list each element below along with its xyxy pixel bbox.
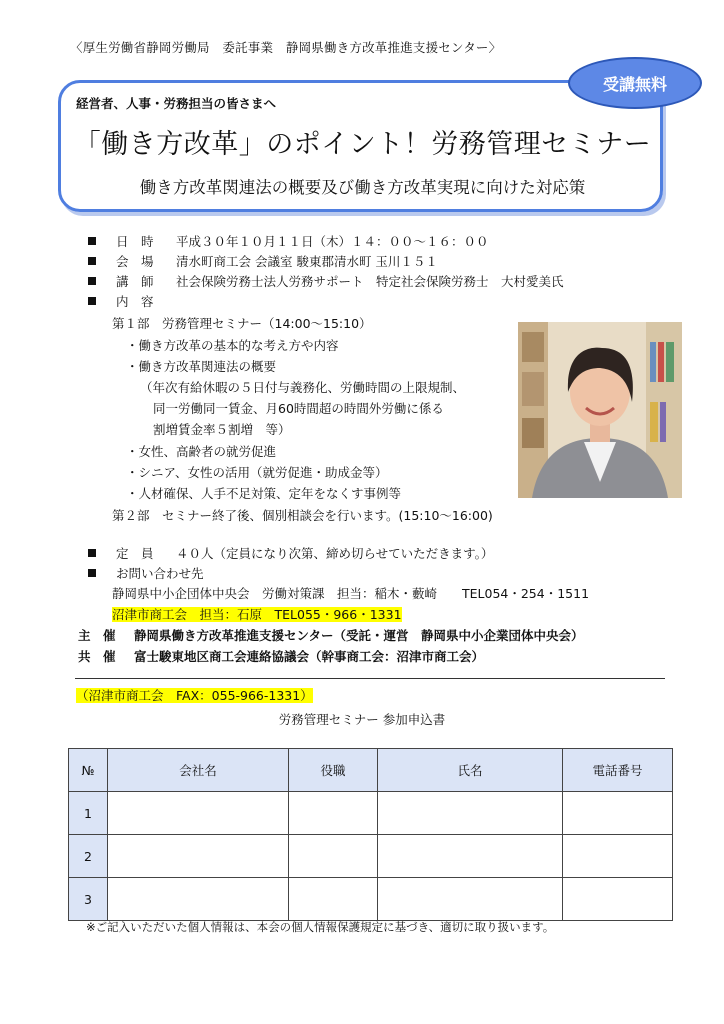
fax-highlight-text: （沼津市商工会 FAX：055-966-1331）: [76, 688, 313, 703]
info-cosponsor: [78, 647, 484, 667]
program-item-detail: 割増賃金率５割増 等）: [153, 422, 291, 437]
row-number: 2: [69, 835, 108, 878]
info-organizer-label: 主 催: [78, 628, 116, 643]
audience-label: 経営者、人事・労務担当の皆さまへ: [76, 96, 277, 111]
program-item: ・女性、高齢者の就労促進: [126, 444, 277, 459]
column-header-position: 役職: [289, 749, 378, 792]
column-header-phone: 電話番号: [563, 749, 673, 792]
page-title: 「働き方改革」のポイント！労務管理セミナー: [73, 129, 652, 160]
info-lecturer: [88, 272, 564, 292]
application-form-table: [68, 748, 673, 921]
table-header-row: [69, 749, 673, 792]
position-cell[interactable]: [289, 878, 378, 921]
info-contact: [88, 564, 204, 584]
company-cell[interactable]: [108, 835, 289, 878]
position-cell[interactable]: [289, 792, 378, 835]
contact-highlight-text: 沼津市商工会 担当：石原 TEL055・966・1331: [112, 607, 402, 622]
free-admission-badge: [568, 57, 702, 109]
table-row: [69, 835, 673, 878]
square-bullet-icon: [88, 297, 96, 305]
info-venue-label: 会 場: [116, 254, 154, 269]
info-date-label: 日 時: [116, 234, 154, 249]
info-date-value: 平成３０年１０月１１日（木）１４：００～１６：００: [176, 234, 489, 249]
program-part1: 第１部 労務管理セミナー（14:00～15:10）: [112, 316, 372, 331]
table-row: [69, 878, 673, 921]
info-organizer-value: 静岡県働き方改革推進支援センター（受託・運営 静岡県中小企業団体中央会）: [134, 628, 584, 643]
info-content-label: 内 容: [116, 294, 154, 309]
square-bullet-icon: [88, 277, 96, 285]
info-venue: [88, 252, 438, 272]
privacy-note: ※ご記入いただいた個人情報は、本会の個人情報保護規定に基づき、適切に取り扱います。: [86, 920, 555, 934]
phone-cell[interactable]: [563, 835, 673, 878]
row-number: 3: [69, 878, 108, 921]
program-part2: 第２部 セミナー終了後、個別相談会を行います。(15:10～16:00): [112, 508, 493, 523]
info-capacity-label: 定 員: [116, 546, 154, 561]
phone-cell[interactable]: [563, 792, 673, 835]
info-contact-label: お問い合わせ先: [116, 566, 204, 581]
company-cell[interactable]: [108, 792, 289, 835]
info-cosponsor-label: 共 催: [78, 649, 116, 664]
program-item: ・シニア、女性の活用（就労促進・助成金等）: [126, 465, 388, 480]
program-item: ・働き方改革関連法の概要: [126, 359, 277, 374]
lecturer-illustration: [518, 322, 682, 498]
square-bullet-icon: [88, 257, 96, 265]
program-item-detail: （年次有給休暇の５日付与義務化、労働時間の上限規制、: [140, 380, 466, 395]
square-bullet-icon: [88, 569, 96, 577]
phone-cell[interactable]: [563, 878, 673, 921]
info-organizer: [78, 626, 584, 646]
info-date: [88, 232, 489, 252]
square-bullet-icon: [88, 549, 96, 557]
program-item: ・人材確保、人手不足対策、定年をなくす事例等: [126, 486, 402, 501]
free-admission-text: 受講無料: [602, 74, 667, 94]
name-cell[interactable]: [378, 792, 563, 835]
info-lecturer-value: 社会保険労務士法人労務サポート 特定社会保険労務士 大村愛美氏: [176, 274, 564, 289]
program-item-detail: 同一労働同一賃金、月60時間超の時間外労働に係る: [153, 401, 444, 416]
column-header-no: №: [69, 749, 108, 792]
column-header-name: 氏名: [378, 749, 563, 792]
name-cell[interactable]: [378, 835, 563, 878]
form-title: 労務管理セミナー 参加申込書: [278, 712, 446, 727]
company-cell[interactable]: [108, 878, 289, 921]
name-cell[interactable]: [378, 878, 563, 921]
info-venue-value: 清水町商工会 会議室 駿東郡清水町 玉川１５１: [176, 254, 438, 269]
info-content: [88, 292, 176, 312]
program-item: ・働き方改革の基本的な考え方や内容: [126, 338, 339, 353]
contact-line: 静岡県中小企団体中央会 労働対策課 担当：稲木・藪崎 TEL054・254・1511: [112, 586, 590, 601]
lecturer-photo: [518, 322, 682, 498]
row-number: 1: [69, 792, 108, 835]
square-bullet-icon: [88, 237, 96, 245]
position-cell[interactable]: [289, 835, 378, 878]
contact-line-highlight: [112, 605, 402, 625]
info-capacity: [88, 544, 493, 564]
section-divider: [75, 678, 665, 679]
info-lecturer-label: 講 師: [116, 274, 154, 289]
fax-line: [76, 686, 313, 704]
table-row: [69, 792, 673, 835]
info-capacity-value: ４０人（定員になり次第、締め切らせていただきます。）: [176, 546, 494, 561]
header-line: 〈厚生労働省静岡労働局 委託事業 静岡県働き方改革推進支援センター〉: [70, 40, 502, 55]
column-header-company: 会社名: [108, 749, 289, 792]
info-cosponsor-value: 富士駿東地区商工会連絡協議会（幹事商工会：沼津市商工会）: [134, 649, 485, 664]
page-subtitle: 働き方改革関連法の概要及び働き方改革実現に向けた対応策: [139, 178, 586, 197]
